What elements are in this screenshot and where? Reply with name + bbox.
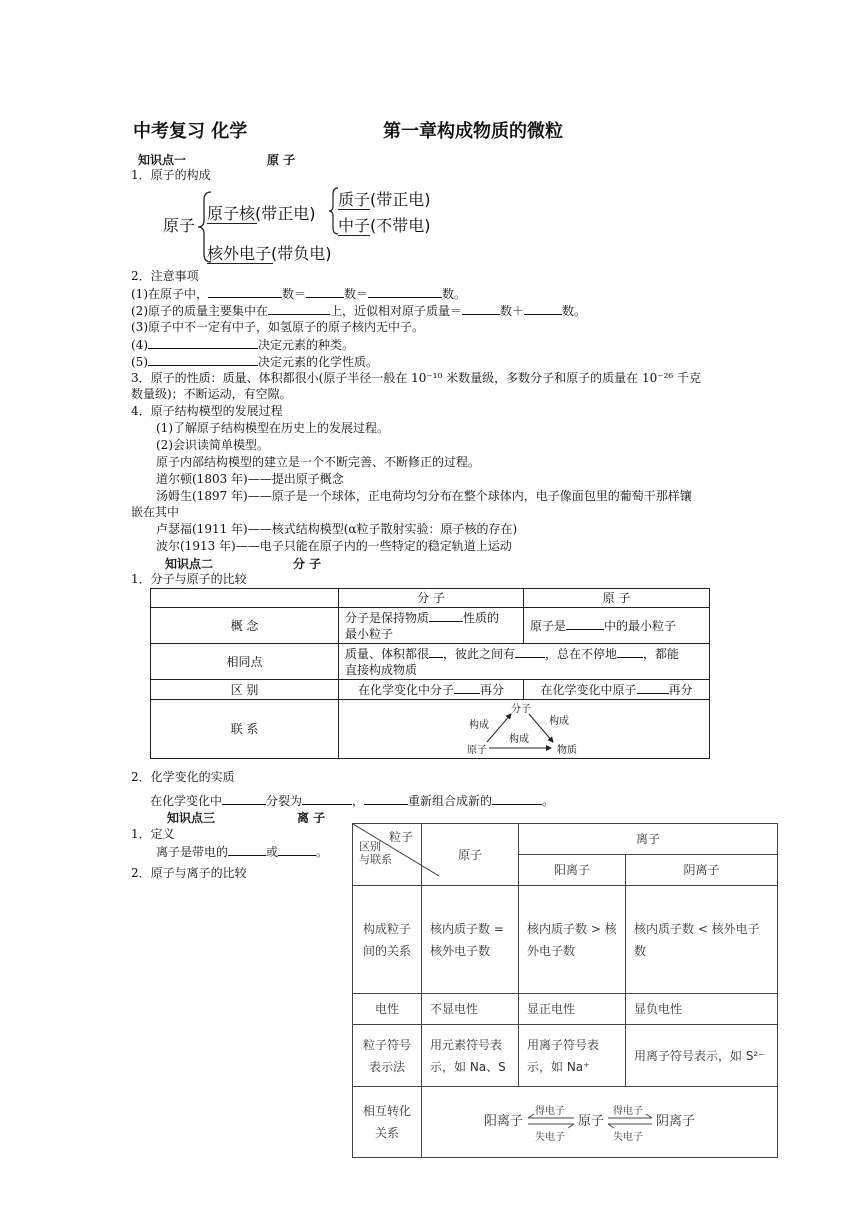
row-label: 构成粒子间的关系: [353, 886, 422, 994]
gain-label: 得电子: [613, 1106, 643, 1117]
note-line-5: (5) 决定元素的化学性质。: [131, 355, 379, 369]
corner-cell: 粒子 区别 与联系: [353, 824, 422, 886]
property-line-2: 数量级)；不断运动，有空隙。: [131, 387, 292, 401]
page-title-left: 中考复习 化学: [133, 121, 248, 142]
edge-label: 构成: [509, 734, 529, 745]
neutron-label: 中子(不带电): [338, 216, 431, 235]
underline-mark: [207, 223, 257, 224]
model-line: (2)会识读简单模型。: [156, 438, 269, 452]
anion-charge: 显负电性: [626, 994, 778, 1025]
gain-label: 得电子: [535, 1106, 565, 1117]
section-topic: 离 子: [297, 811, 326, 825]
ion-definition: 离子是带电的 或 。: [156, 845, 329, 859]
header-anion: 阴离子: [626, 855, 778, 886]
header-atom: 原 子: [524, 589, 710, 608]
section-topic: 原 子: [267, 153, 296, 167]
subsection-title: 2．原子与离子的比较: [131, 866, 247, 880]
model-line: 卢瑟福(1911 年)——核式结构模型(α粒子散射实验：原子核的存在): [156, 522, 518, 536]
chemical-change-line: 在化学变化中 分裂为 ， 重新组合成新的 。: [150, 794, 555, 808]
page-title-right: 第一章构成物质的微粒: [383, 121, 563, 142]
atom-particle-relation: 核内质子数 = 核外电子数: [422, 886, 519, 994]
conv-atom: 原子: [578, 1114, 605, 1129]
edge-label: 构成: [469, 720, 489, 731]
lose-label: 失电子: [613, 1132, 643, 1143]
row-label: 区 别: [151, 680, 339, 700]
header-cation: 阳离子: [519, 855, 626, 886]
anion-particle-relation: 核内质子数 < 核外电子数: [626, 886, 778, 994]
subsection-title: 2．化学变化的实质: [131, 770, 235, 784]
model-line: 波尔(1913 年)——电子只能在原子内的一些特定的稳定轨道上运动: [156, 539, 512, 553]
similarities: 质量、体积都很 ，彼此之间有 ，总在不停地 ，都能 直接构成物质: [339, 644, 710, 680]
anion-symbol: 用离子符号表示，如 S²⁻: [626, 1025, 778, 1087]
subsection-title: 1．原子的构成: [131, 168, 211, 182]
row-label: 相互转化关系: [353, 1087, 422, 1158]
molecule-atom-table: [150, 588, 710, 759]
section-label: 知识点三: [167, 811, 216, 825]
conv-cation: 阳离子: [484, 1114, 524, 1129]
atom-label: 原子: [163, 216, 196, 235]
molecule-difference: 在化学变化中分子 再分: [339, 680, 524, 700]
cation-particle-relation: 核内质子数 > 核外电子数: [519, 886, 626, 994]
node-substance: 物质: [557, 745, 577, 756]
atom-difference: 在化学变化中原子 再分: [524, 680, 710, 700]
row-label: 联 系: [151, 700, 339, 759]
node-atom: 原子: [467, 745, 487, 756]
underline-mark: [207, 263, 273, 264]
cation-symbol: 用离子符号表示，如 Na⁺: [519, 1025, 626, 1087]
underline-mark: [338, 235, 370, 236]
model-line: 道尔顿(1803 年)——提出原子概念: [156, 472, 344, 486]
electron-label: 核外电子(带负电): [207, 244, 332, 263]
header-atom: 原子: [422, 824, 519, 886]
header-molecule: 分 子: [339, 589, 524, 608]
subsection-title: 4．原子结构模型的发展过程: [131, 404, 283, 418]
header-ion: 离子: [519, 824, 778, 855]
note-line-2: (2)原子的质量主要集中在 上，近似相对原子质量＝ 数＋ 数。: [131, 304, 587, 318]
section-label: 知识点一: [138, 153, 187, 167]
conv-anion: 阴离子: [656, 1114, 696, 1129]
model-line: 原子内部结构模型的建立是一个不断完善、不断修正的过程。: [156, 455, 481, 469]
model-line: (1)了解原子结构模型在历史上的发展过程。: [156, 421, 389, 435]
section-topic: 分 子: [293, 557, 322, 571]
property-line-1: 3．原子的性质：质量、体积都很小(原子半径一般在 10⁻¹⁰ 米数量级，多数分子和原子的质量在 10⁻²⁶ 千克: [131, 371, 702, 385]
section-label: 知识点二: [165, 557, 214, 571]
conversion-cell: [422, 1087, 778, 1158]
edge-label: 构成: [549, 716, 569, 727]
molecule-concept: 分子是保持物质 性质的 最小粒子: [339, 608, 524, 644]
row-label: 电性: [353, 994, 422, 1025]
conversion-arrows: [422, 1087, 762, 1157]
subsection-title: 1．分子与原子的比较: [131, 572, 247, 586]
note-line-3: (3)原子中不一定有中子，如氢原子的原子核内无中子。: [131, 320, 425, 334]
proton-label: 质子(带正电): [338, 190, 431, 209]
atom-concept: 原子是 中的最小粒子: [524, 608, 710, 644]
subsection-title: 2．注意事项: [131, 269, 199, 283]
subsection-title: 1．定义: [131, 827, 175, 841]
atom-symbol: 用元素符号表示，如 Na、S: [422, 1025, 519, 1087]
cation-charge: 显正电性: [519, 994, 626, 1025]
row-label: 粒子符号表示法: [353, 1025, 422, 1087]
underline-mark: [338, 209, 370, 210]
note-line-1: (1)在原子中， 数＝ 数＝ 数。: [131, 287, 467, 301]
row-label: 相同点: [151, 644, 339, 680]
model-line: 汤姆生(1897 年)——原子是一个球体，正电荷均匀分布在整个球体内，电子像面包里的葡萄干那样镶: [156, 489, 692, 503]
atom-charge: 不显电性: [422, 994, 519, 1025]
atom-ion-table: [352, 823, 778, 1158]
note-line-4: (4) 决定元素的种类。: [131, 338, 355, 352]
nucleus-label: 原子核(带正电): [207, 204, 316, 223]
lose-label: 失电子: [535, 1132, 565, 1143]
row-label: 概 念: [151, 608, 339, 644]
model-line: 嵌在其中: [131, 505, 180, 519]
relation-diagram: [339, 700, 710, 759]
node-molecule: 分子: [511, 704, 531, 715]
